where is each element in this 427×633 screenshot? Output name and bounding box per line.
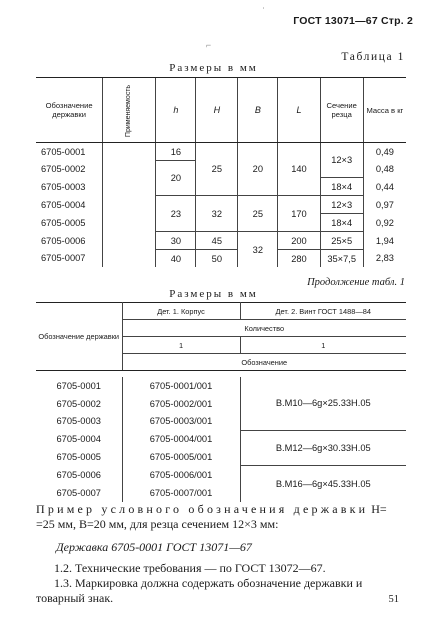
table-row: 6705-0001 6705-0001/001 В.М10—6g×25.33Н.05 — [36, 377, 406, 395]
table-row: 6705-0005 6705-0005/001 — [36, 448, 406, 466]
paragraph-1-2: 1.2. Технические требования — по ГОСТ 13072—67. — [54, 561, 326, 575]
col-designation: Обозначение державки — [36, 78, 103, 143]
table1-subtitle: Размеры в мм — [169, 62, 258, 74]
table-row: 6705-0002 20 0,48 — [36, 161, 406, 178]
scan-mark: ⌐ — [206, 40, 212, 50]
page-number: 51 — [388, 594, 399, 605]
col-designation: Обозначение державки — [36, 303, 122, 371]
table-row: 6705-0004 6705-0004/001 В.М12—6g×30.33Н.05 — [36, 430, 406, 448]
table-row: 6705-0004 23 32 25 170 12×3 0,97 — [36, 196, 406, 214]
table1-label: Таблица 1 — [341, 51, 405, 63]
col-B: B — [238, 78, 278, 143]
qty-part1: 1 — [122, 337, 240, 354]
table-row: 6705-0001 16 25 20 140 12×3 0,49 — [36, 143, 406, 161]
table-row: 6705-0007 40 50 280 35×7,5 2,83 — [36, 250, 406, 268]
col-application: Применяемость — [103, 78, 156, 143]
table-row: 6705-0006 6705-0006/001 В.М16—6g×45.33Н.05 — [36, 466, 406, 484]
page-header: ГОСТ 13071—67 Стр. 2 — [293, 15, 413, 27]
col-H: H — [196, 78, 238, 143]
paragraph-1-3: 1.3. Маркировка должна содержать обозначение державки и товарный знак. — [36, 576, 363, 605]
col-part2: Дет. 2. Винт ГОСТ 1488—84 — [240, 303, 406, 320]
col-h: h — [156, 78, 196, 143]
table2-subtitle: Размеры в мм — [169, 288, 258, 300]
qty-part2: 1 — [240, 337, 406, 354]
table-row: 6705-0006 30 45 32 200 25×5 1,94 — [36, 232, 406, 250]
col-mass: Масса в кг — [363, 78, 406, 143]
example-paragraph — [36, 502, 405, 532]
col-section: Сечение резца — [320, 78, 363, 143]
table-row: 6705-0003 6705-0003/001 — [36, 413, 406, 431]
parts-table — [36, 302, 406, 502]
table-row: 6705-0007 6705-0007/001 — [36, 484, 406, 502]
continuation-label: Продолжение табл. 1 — [307, 277, 405, 288]
table-row: 6705-0005 18×4 0,92 — [36, 214, 406, 232]
col-marking: Обозначение — [122, 354, 406, 371]
example-heading: Пример условного обозначения державки — [36, 502, 369, 516]
example-code: Державка 6705-0001 ГОСТ 13071—67 — [56, 540, 252, 554]
col-part1: Дет. 1. Корпус — [122, 303, 240, 320]
table-row: 6705-0002 6705-0002/001 — [36, 395, 406, 413]
col-quantity: Количество — [122, 320, 406, 337]
dimensions-table — [36, 77, 406, 267]
example-rest: H= =25 мм, B=20 мм, для резца сечением 12×3 мм: — [36, 502, 387, 531]
table-row: 6705-0003 18×4 0,44 — [36, 178, 406, 196]
col-L: L — [278, 78, 320, 143]
scan-mark: ˙ — [262, 6, 265, 16]
